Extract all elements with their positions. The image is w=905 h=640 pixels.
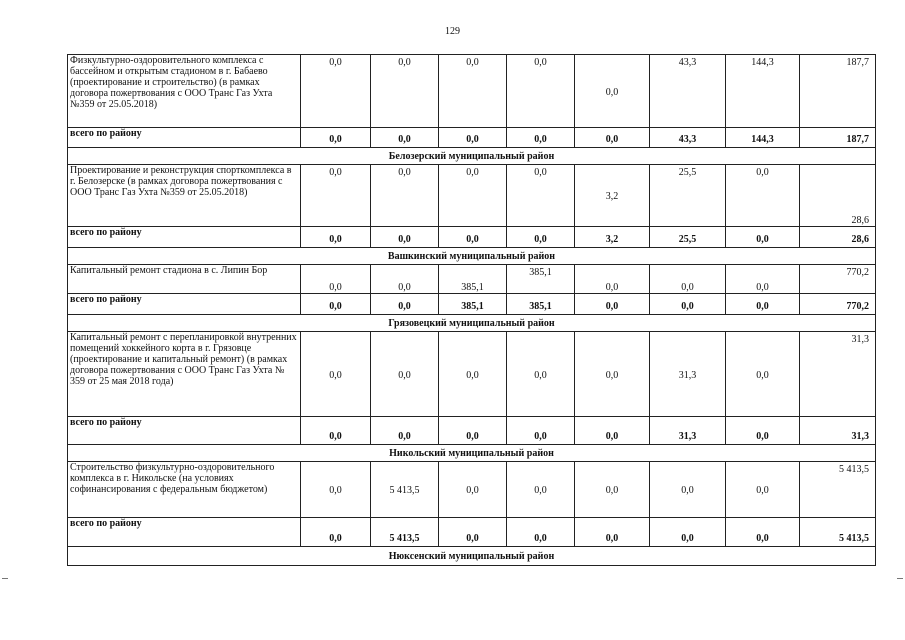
value-cell-col-4: 0,0	[507, 462, 575, 518]
value-cell-col-3: 0,0	[439, 165, 507, 227]
project-row	[68, 55, 876, 128]
value-cell-col-5: 0,0	[575, 332, 650, 417]
value-cell-col-7: 144,3	[726, 55, 800, 128]
value-cell-col-7: 0,0	[726, 294, 800, 315]
value-cell-col-2: 5 413,5	[371, 462, 439, 518]
value-cell-col-4: 0,0	[507, 332, 575, 417]
value-cell-col-8: 28,6	[800, 165, 876, 227]
project-description: Капитальный ремонт с перепланировкой внутренних помещений хоккейного корта в г. Грязовце (проектирование и капитальный ремонт) (в рамках договора пожертвования с ООО Транс Газ Ухта № 359 от 25 мая 2018 года)	[68, 332, 301, 417]
value-cell-col-4: 385,1	[507, 265, 575, 294]
value-cell-col-1: 0,0	[301, 332, 371, 417]
value-cell-col-7: 0,0	[726, 518, 800, 547]
value-cell-col-6: 25,5	[650, 165, 726, 227]
value-cell-col-3: 385,1	[439, 294, 507, 315]
value-cell-col-7: 0,0	[726, 417, 800, 445]
value-cell-col-6: 0,0	[650, 294, 726, 315]
value-cell-col-2: 0,0	[371, 332, 439, 417]
project-description: Проектирование и реконструкция спорткомплекса в г. Белозерске (в рамках договора пожертвования с ООО Транс Газ Ухта №359 от 25.05.2018)	[68, 165, 301, 227]
value-cell-col-8: 28,6	[800, 227, 876, 248]
value-cell-col-5: 0,0	[575, 294, 650, 315]
value-cell-col-4: 0,0	[507, 417, 575, 445]
value-cell-col-4: 0,0	[507, 518, 575, 547]
project-description: Капитальный ремонт стадиона в с. Липин Бор	[68, 265, 301, 294]
district-header-row	[68, 148, 876, 165]
value-cell-col-7: 0,0	[726, 165, 800, 227]
value-cell-col-2: 0,0	[371, 294, 439, 315]
value-cell-col-1: 0,0	[301, 128, 371, 148]
project-description: Физкультурно-оздоровительного комплекса с бассейном и открытым стадионом в г. Бабаево (проектирование и строительство) (в рамках договора пожертвования с ООО Транс Газ Ухта №359 от 25.05.2018)	[68, 55, 301, 128]
total-label: всего по району	[68, 518, 301, 547]
value-cell-col-3: 0,0	[439, 55, 507, 128]
crop-mark-right	[897, 578, 903, 579]
value-cell-col-2: 0,0	[371, 55, 439, 128]
district-name: Вашкинский муниципальный район	[68, 248, 876, 265]
value-cell-col-5: 0,0	[575, 128, 650, 148]
district-header-row	[68, 315, 876, 332]
district-total-row	[68, 417, 876, 445]
value-cell-col-2: 0,0	[371, 227, 439, 248]
district-total-row	[68, 294, 876, 315]
value-cell-col-8: 770,2	[800, 294, 876, 315]
value-cell-col-3: 0,0	[439, 518, 507, 547]
value-cell-col-5: 0,0	[575, 462, 650, 518]
value-cell-col-6: 43,3	[650, 55, 726, 128]
value-cell-col-2: 0,0	[371, 128, 439, 148]
value-cell-col-7: 144,3	[726, 128, 800, 148]
value-cell-col-1: 0,0	[301, 55, 371, 128]
value-cell-col-1: 0,0	[301, 165, 371, 227]
value-cell-col-7: 0,0	[726, 462, 800, 518]
value-cell-col-7: 0,0	[726, 332, 800, 417]
value-cell-col-3: 0,0	[439, 332, 507, 417]
value-cell-col-6: 0,0	[650, 265, 726, 294]
district-total-row	[68, 518, 876, 547]
value-cell-col-8: 5 413,5	[800, 462, 876, 518]
value-cell-col-5: 0,0	[575, 518, 650, 547]
value-cell-col-8: 187,7	[800, 128, 876, 148]
crop-mark-left	[2, 578, 8, 579]
district-total-row	[68, 227, 876, 248]
value-cell-col-6: 43,3	[650, 128, 726, 148]
value-cell-col-2: 0,0	[371, 265, 439, 294]
district-header-row	[68, 248, 876, 265]
value-cell-col-8: 770,2	[800, 265, 876, 294]
value-cell-col-3: 0,0	[439, 417, 507, 445]
value-cell-col-5: 0,0	[575, 55, 650, 128]
value-cell-col-1: 0,0	[301, 294, 371, 315]
value-cell-col-4: 0,0	[507, 227, 575, 248]
value-cell-col-6: 0,0	[650, 462, 726, 518]
value-cell-col-3: 0,0	[439, 462, 507, 518]
district-header-row	[68, 547, 876, 566]
total-label: всего по району	[68, 227, 301, 248]
value-cell-col-3: 385,1	[439, 265, 507, 294]
value-cell-col-7: 0,0	[726, 265, 800, 294]
district-total-row	[68, 128, 876, 148]
value-cell-col-8: 31,3	[800, 332, 876, 417]
project-row	[68, 165, 876, 227]
district-name: Никольский муниципальный район	[68, 445, 876, 462]
value-cell-col-7: 0,0	[726, 227, 800, 248]
value-cell-col-5: 0,0	[575, 265, 650, 294]
value-cell-col-6: 25,5	[650, 227, 726, 248]
value-cell-col-3: 0,0	[439, 128, 507, 148]
project-row	[68, 332, 876, 417]
value-cell-col-2: 0,0	[371, 165, 439, 227]
value-cell-col-4: 0,0	[507, 128, 575, 148]
value-cell-col-4: 0,0	[507, 165, 575, 227]
value-cell-col-1: 0,0	[301, 265, 371, 294]
value-cell-col-1: 0,0	[301, 417, 371, 445]
project-row	[68, 265, 876, 294]
district-name: Белозерский муниципальный район	[68, 148, 876, 165]
district-header-row	[68, 445, 876, 462]
value-cell-col-2: 0,0	[371, 417, 439, 445]
project-row	[68, 462, 876, 518]
value-cell-col-6: 31,3	[650, 332, 726, 417]
total-label: всего по району	[68, 417, 301, 445]
value-cell-col-3: 0,0	[439, 227, 507, 248]
value-cell-col-1: 0,0	[301, 227, 371, 248]
value-cell-col-4: 0,0	[507, 55, 575, 128]
value-cell-col-5: 0,0	[575, 417, 650, 445]
value-cell-col-2: 5 413,5	[371, 518, 439, 547]
value-cell-col-1: 0,0	[301, 518, 371, 547]
value-cell-col-5: 3,2	[575, 165, 650, 227]
value-cell-col-8: 31,3	[800, 417, 876, 445]
value-cell-col-6: 31,3	[650, 417, 726, 445]
value-cell-col-8: 187,7	[800, 55, 876, 128]
district-name: Нюксенский муниципальный район	[68, 547, 876, 566]
value-cell-col-6: 0,0	[650, 518, 726, 547]
value-cell-col-1: 0,0	[301, 462, 371, 518]
project-description: Строительство физкультурно-оздоровительного комплекса в г. Никольске (на условиях софинансирования с федеральным бюджетом)	[68, 462, 301, 518]
total-label: всего по району	[68, 128, 301, 148]
value-cell-col-5: 3,2	[575, 227, 650, 248]
budget-table	[67, 54, 876, 566]
value-cell-col-4: 385,1	[507, 294, 575, 315]
district-name: Грязовецкий муниципальный район	[68, 315, 876, 332]
page-number: 129	[445, 26, 460, 37]
total-label: всего по району	[68, 294, 301, 315]
value-cell-col-8: 5 413,5	[800, 518, 876, 547]
